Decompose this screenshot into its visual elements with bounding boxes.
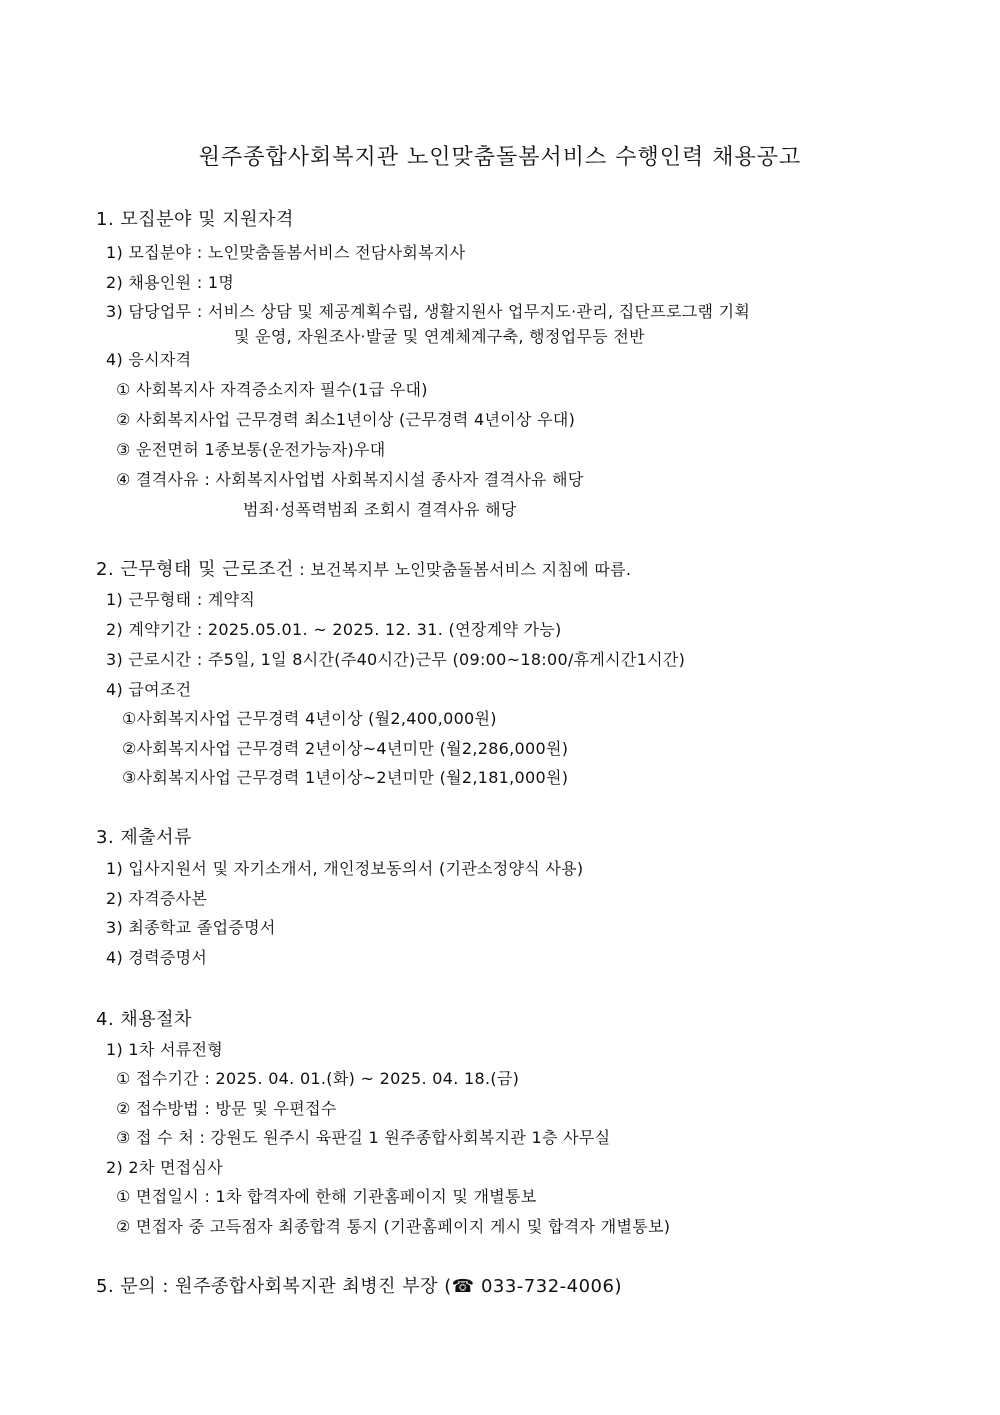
s1-count: 2) 채용인원 : 1명: [106, 273, 235, 292]
s3-doc-3: 3) 최종학교 졸업증명서: [106, 918, 276, 937]
s1-qual-3: ③ 운전면허 1종보통(운전가능자)우대: [116, 440, 386, 459]
section-5-contact: 5. 문의 : 원주종합사회복지관 최병진 부장 (☎ 033-732-4006): [96, 1276, 622, 1297]
section-2-heading: [96, 560, 631, 580]
s2-pay-2: ②사회복지사업 근무경력 2년이상~4년미만 (월2,286,000원): [122, 739, 569, 758]
s3-doc-2: 2) 자격증사본: [106, 889, 208, 908]
s3-doc-4: 4) 경력증명서: [106, 948, 208, 967]
s4-step-2a: ① 면접일시 : 1차 합격자에 한해 기관홈페이지 및 개별통보: [116, 1187, 537, 1206]
s4-step-1a: ① 접수기간 : 2025. 04. 01.(화) ~ 2025. 04. 18.(금): [116, 1069, 520, 1088]
s4-step-1c: ③ 접 수 처 : 강원도 원주시 육판길 1 원주종합사회복지관 1층 사무실: [116, 1128, 611, 1147]
s1-qual-1: ① 사회복지사 자격증소지자 필수(1급 우대): [116, 380, 428, 399]
s1-qual: 4) 응시자격: [106, 350, 192, 369]
s3-doc-1: 1) 입사지원서 및 자기소개서, 개인정보동의서 (기관소정양식 사용): [106, 859, 584, 878]
s1-duty-line-1: 3) 담당업무 : 서비스 상담 및 제공계획수립, 생활지원사 업무지도·관리, 집단프로그램 기획: [106, 302, 751, 321]
s4-step-2b: ② 면접자 중 고득점자 최종합격 통지 (기관홈페이지 게시 및 합격자 개별통보): [116, 1217, 671, 1236]
section-4-heading: 4. 채용절차: [96, 1009, 192, 1030]
s2-pay-3: ③사회복지사업 근무경력 1년이상~2년미만 (월2,181,000원): [122, 768, 569, 787]
s1-duty-line-2: 및 운영, 자원조사·발굴 및 연계체계구축, 행정업무등 전반: [234, 327, 645, 346]
section-3-heading: 3. 제출서류: [96, 827, 192, 848]
s1-field: 1) 모집분야 : 노인맞춤돌봄서비스 전담사회복지사: [106, 243, 466, 262]
section-1-heading: 1. 모집분야 및 지원자격: [96, 209, 294, 230]
s1-qual-4b: 범죄·성폭력범죄 조회시 결격사유 해당: [243, 500, 517, 519]
s1-qual-4a: ④ 결격사유 : 사회복지사업법 사회복지시설 종사자 결격사유 해당: [116, 470, 584, 489]
page-title: 원주종합사회복지관 노인맞춤돌봄서비스 수행인력 채용공고: [198, 145, 802, 170]
s2-hours: 3) 근로시간 : 주5일, 1일 8시간(주40시간)근무 (09:00~18:00/휴게시간1시간): [106, 650, 686, 669]
s4-step-2: 2) 2차 면접심사: [106, 1158, 224, 1177]
s2-pay: 4) 급여조건: [106, 680, 192, 699]
section-2-heading-tail: : 보건복지부 노인맞춤돌봄서비스 지침에 따름.: [293, 560, 632, 579]
s4-step-1: 1) 1차 서류전형: [106, 1040, 224, 1059]
s2-pay-1: ①사회복지사업 근무경력 4년이상 (월2,400,000원): [122, 709, 497, 728]
s1-qual-2: ② 사회복지사업 근무경력 최소1년이상 (근무경력 4년이상 우대): [116, 410, 576, 429]
s2-type: 1) 근무형태 : 계약직: [106, 590, 256, 609]
s2-period: 2) 계약기간 : 2025.05.01. ~ 2025. 12. 31. (연장계약 가능): [106, 620, 562, 639]
s4-step-1b: ② 접수방법 : 방문 및 우편접수: [116, 1099, 337, 1118]
section-2-heading-title: 2. 근무형태 및 근로조건: [96, 559, 294, 580]
